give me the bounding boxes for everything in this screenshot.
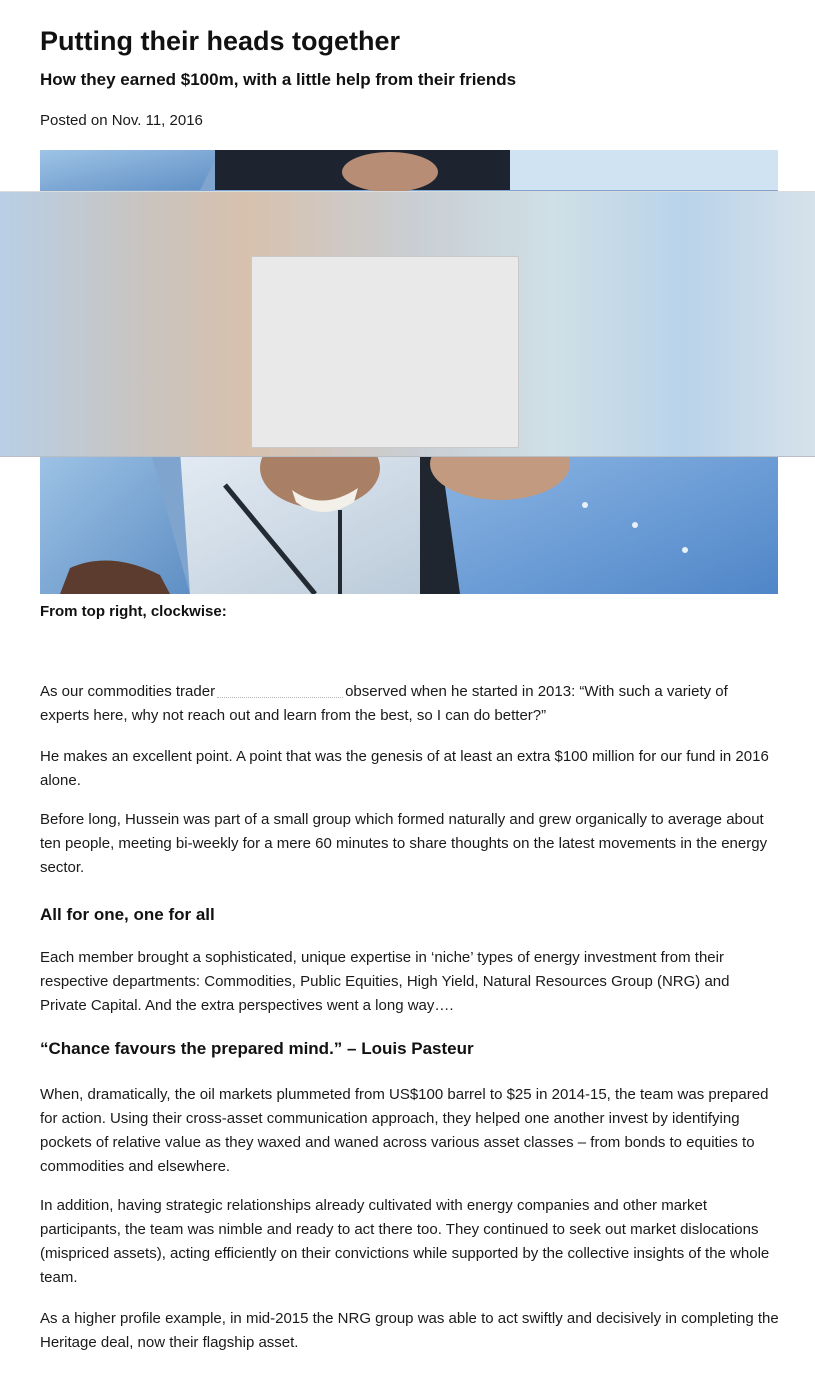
paragraph-7: As a higher profile example, in mid-2015 the NRG group was able to act swiftly and decisively in completing the Heritage deal, now their flagship asset.: [40, 1310, 779, 1351]
paragraph-1-end: observed when he started in 2013: “With such a variety of experts here, why not reach out and learn from the best, so I can do better?”: [40, 683, 728, 724]
article-subtitle: How they earned $100m, with a little help from their friends: [40, 70, 517, 89]
section-heading-2: “Chance favours the prepared mind.” – Louis Pasteur: [40, 1039, 474, 1058]
section-heading-1: All for one, one for all: [40, 905, 215, 924]
paragraph-4: Each member brought a sophisticated, unique expertise in ‘niche’ types of energy investment from their respective departments: Commodities, Public Equities, High Yield, Natural Resources Group (NRG) and Private Capital. And the extra perspectives went a long way….: [40, 949, 730, 1014]
paragraph-2: He makes an excellent point. A point that was the genesis of at least an extra $100 million for our fund in 2016 alone.: [40, 748, 769, 789]
paragraph-1: [40, 680, 780, 728]
paragraph-6: In addition, having strategic relationships already cultivated with energy companies and other market participants, the team was nimble and ready to act there too. They continued to seek out market dislocations (mispriced assets), acting efficiently on their convictions while supported by the collective insights of the whole team.: [40, 1197, 770, 1286]
paragraph-3: Before long, Hussein was part of a small group which formed naturally and grew organically to average about ten people, meeting bi-weekly for a mere 60 minutes to share thoughts on the latest movements in the energy sector.: [40, 811, 768, 876]
image-placeholder: [251, 256, 519, 448]
posted-date: Posted on Nov. 11, 2016: [40, 112, 203, 129]
article-title: Putting their heads together: [40, 26, 401, 56]
redacted-name: [217, 683, 343, 698]
paragraph-5: When, dramatically, the oil markets plummeted from US$100 barrel to $25 in 2014-15, the team was prepared for action. Using their cross-asset communication approach, they helped one another invest by identifying pockets of relative value as they waxed and waned across various asset classes – from bonds to equities to commodities and elsewhere.: [40, 1086, 769, 1175]
paragraph-1-start: As our commodities trader: [40, 683, 216, 700]
photo-caption: From top right, clockwise:: [40, 603, 227, 620]
